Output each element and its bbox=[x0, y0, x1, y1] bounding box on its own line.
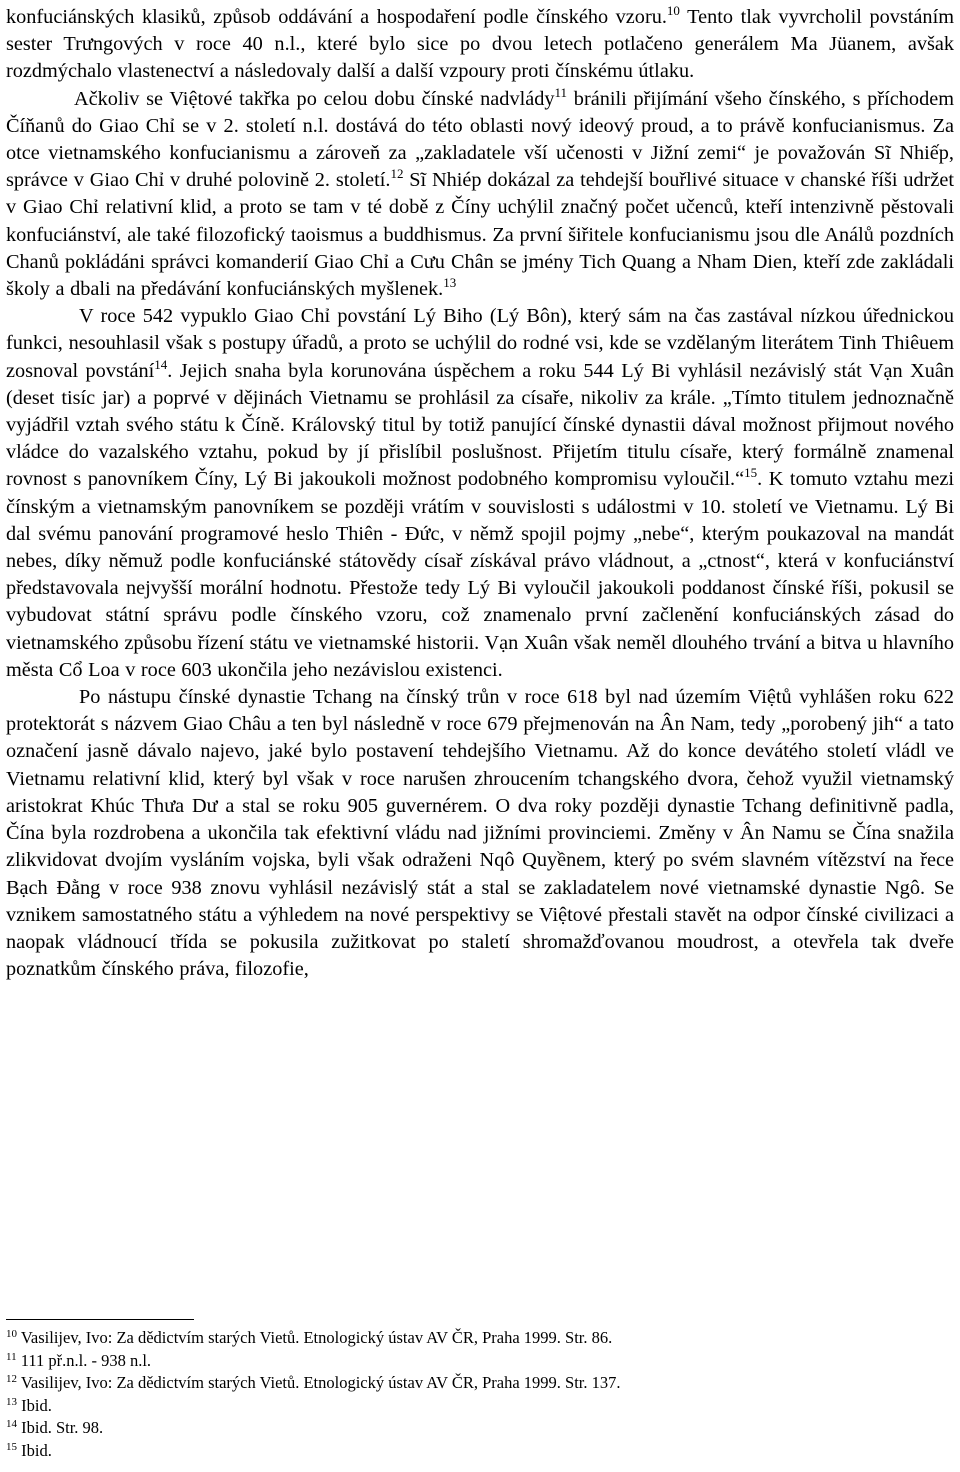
footnote-reference: 12 bbox=[390, 166, 404, 182]
footnote-reference: 14 bbox=[154, 356, 168, 372]
footnote-separator bbox=[6, 1319, 194, 1320]
footnote bbox=[6, 1417, 954, 1440]
document-body bbox=[6, 4, 954, 983]
paragraph bbox=[6, 684, 954, 983]
paragraph bbox=[6, 86, 954, 304]
paragraph bbox=[6, 303, 954, 684]
paragraph-text: V roce 542 vypuklo Giao Chỉ povstání Lý Biho (Lý Bôn), který sám na čas zastával nízkou úřednickou funkci, nesouhlasil však s postupy úřadů, a proto se uchýlil do rodné vsi, kde se vzdělaným literátem Tinh Thiêuem zosnoval povstání bbox=[6, 305, 954, 382]
footnote bbox=[6, 1395, 954, 1418]
footnote bbox=[6, 1440, 954, 1463]
paragraph bbox=[6, 4, 954, 86]
footnote-text: Ibid. bbox=[21, 1440, 52, 1460]
footnote-text: Vasilijev, Ivo: Za dědictvím starých Vietů. Etnologický ústav AV ČR, Praha 1999. Str. 86. bbox=[20, 1328, 613, 1347]
paragraph-text: . K tomuto vztahu mezi čínským a vietnamským panovníkem se později vrátím v souvislosti s událostmi v 10. století ve Vietnamu. Lý Bi dal svému panování programové heslo Thiên - Đức, v němž spojil pojmy „nebe“, kterým poukazoval na mandát nebes, díky němuž podle konfuciánské státovědy císař získával právo vládnout, a „ctnost“, která v konfuciánství představovala nejvyšší morální hodnotu. Přestože tedy Lý Bi vyloučil jakoukoli poddanost čínské říši, pokusil se vybudovat státní správu podle čínského vzoru, což znamenalo první začlenění konfuciánských zásad do vietnamského způsobu řízení státu ve vietnamské historii. Vạn Xuân však neměl dlouhého trvání a bitva u hlavního města Cổ Loa v roce 603 ukončila jeho nezávislou existenci. bbox=[6, 468, 954, 681]
footnote-text: 111 př.n.l. - 938 n.l. bbox=[20, 1350, 152, 1370]
footnote-number: 11 bbox=[6, 1350, 17, 1363]
footnote-number: 14 bbox=[6, 1418, 17, 1431]
footnote-text: Ibid. bbox=[21, 1395, 52, 1415]
footnote bbox=[6, 1327, 954, 1350]
footnote-number: 10 bbox=[6, 1328, 17, 1340]
footnote-reference: 11 bbox=[554, 84, 568, 100]
paragraph-text: . Jejich snaha byla korunována úspěchem a roku 544 Lý Bi vyhlásil nezávislý stát Vạn Xuân (deset tisíc jar) a poprvé v dějinách Vietnamu se prohlásil za císaře, nikoliv za krále. „Tímto titulem jednoznačně vyjádřil vztah svého státu k Číně. Královský titul by totiž panující čínské dynastii dával možnost přijmout nového vládce do vazalského vztahu, pokud by jí přislíbil poslušnost. Přijetím titulu císaře, který formálně znamenal rovnost s panovníkem Číny, Lý Bi jakoukoli možnost podobného kompromisu vyloučil.“ bbox=[6, 359, 955, 491]
paragraph-text: Po nástupu čínské dynastie Tchang na čínský trůn v roce 618 byl nad územím Việtů vyhlášen roku 622 protektorát s názvem Giao Châu a ten byl následně v roce 679 přejmenován na Ân Nam, tedy „porobený jih“ a tato označení jasně dávalo najevo, jaké bylo postavení tehdejšího Vietnamu. Až do konce devátého století vládl ve Vietnamu relativní klid, který byl však v roce narušen zhroucením tchangského dvora, čehož využil vietnamský aristokrat Khúc Thưa Dư a stal se roku 905 guvernérem. O dva roky později dynastie Tchang definitivně padla, Čína byla rozdrobena a ukončila tak efektivní vládu nad jižními provinciemi. Změny v Ân Namu se Čína snažila zlikvidovat dvojím vysláním vojska, byli však odraženi Nqô Quyềnem, který po svém slavném vítězství na řece Bạch Đằng v roce 938 znovu vyhlásil nezávislý stát a stal se zakladatelem nové vietnamské dynastie Ngô. Se vznikem samostatného státu a výhledem na nové perspektivy se Việtové přestali stavět na odpor čínské civilizaci a naopak vládnoucí třída se pokusila zužitkovat po staletí shromažďovanou moudrost, a otevřela tak dveře poznatkům čínského práva, filozofie, bbox=[6, 686, 954, 981]
footnote-number: 15 bbox=[6, 1440, 17, 1453]
footnote-reference: 10 bbox=[666, 3, 680, 18]
footnote-reference: 13 bbox=[443, 275, 457, 291]
footnote-number: 12 bbox=[6, 1373, 17, 1386]
paragraph-text: konfuciánských klasiků, způsob oddávání a hospodaření podle čínského vzoru. bbox=[6, 6, 667, 28]
footnote-text: Ibid. Str. 98. bbox=[21, 1418, 104, 1438]
footnote bbox=[6, 1372, 954, 1395]
footnotes bbox=[6, 1327, 954, 1463]
footnote bbox=[6, 1350, 954, 1373]
footnote-reference: 15 bbox=[744, 465, 758, 481]
paragraph-text: bránili přijímání všeho čínského, s příchodem Číňanů do Giao Chỉ se v 2. století n.l. dostává do této oblasti nový ideový proud, a to právě konfucianismus. Za otce vietnamského konfucianismu a zároveň za „zakladatele vší učenosti v Jižní zemi“ je považován Sĩ Nhiếp, správce v Giao Chỉ v druhé polovině 2. století. bbox=[6, 87, 954, 192]
footnote-number: 13 bbox=[6, 1395, 17, 1408]
footnote-text: Vasilijev, Ivo: Za dědictvím starých Vietů. Etnologický ústav AV ČR, Praha 1999. Str. 137. bbox=[20, 1373, 621, 1393]
paragraph-text: Tento tlak vyvrcholil povstáním sester Trưngových v roce 40 n.l., které bylo sice po dvou letech potlačeno generálem Ma Jüanem, avšak rozdmýchalo vlastenectví a následovaly další a další vzpoury proti čínskému útlaku. bbox=[6, 6, 954, 83]
paragraph-text: Ačkoliv se Việtové takřka po celou dobu čínské nadvlády bbox=[74, 87, 555, 110]
paragraph-text: Sĩ Nhiép dokázal za tehdejší bouřlivé situace v chanské říši udržet v Giao Chỉ relativní klid, a proto se tam v té době z Číny uchýlil značný počet učenců, kteří intenzivně pěstovali konfuciánství, ale také filozofický taoismus a buddhismus. Za první šiřitele konfucianismu jsou dle Análů pozdních Chanů pokládáni správci komanderií Giao Chỉ a Cưu Chân se jmény Tich Quang a Nham Dien, kteří zde zakládali školy a dbali na předávání konfuciánských myšlenek. bbox=[6, 169, 954, 301]
